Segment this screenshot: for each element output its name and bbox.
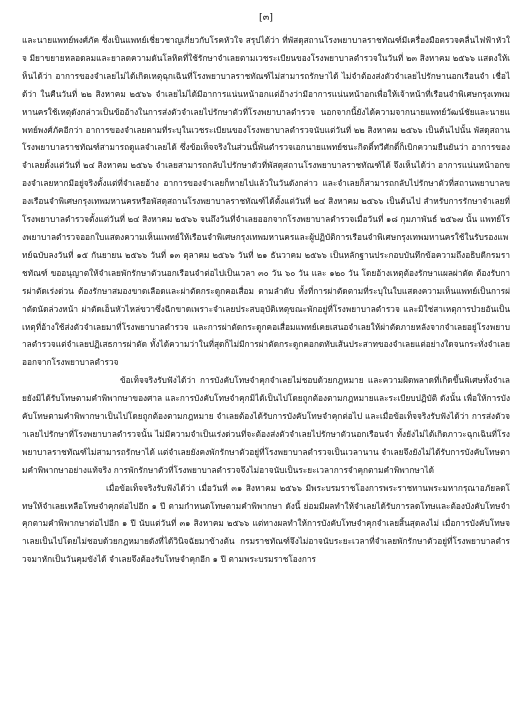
paragraph-1: และนายแพทย์พงศ์ภัค ซึ่งเป็นแพทย์เชี่ยวชาญเกี่ยวกับโรคหัวใจ สรุปได้ว่า ที่พัสดุสถานโรงพยาบาลราชทัณฑ์มีเครื่องมือตรวจคลื่นไฟฟ้าหัวใจ มียาขยายหลอดลมและยาลดความดันโลหิตที่ใช้รักษาจำเลยตามเวชระเบียนของโรงพยาบาลตำรวจในวันที่ ๒๓ สิงหาคม ๒๕๖๖ แสดงให้เห็นได้ว่า อาการของจำเลยไม่ได้เกิดเหตุฉุกเฉินที่โรงพยาบาลราชทัณฑ์ไม่สามารถรักษาได้ ไม่จำต้องส่งตัวจำเลยไปรักษานอกเรือนจำ เชื่อได้ว่า ในคืนวันที่ ๒๒ สิงหาคม ๒๕๖๖ จำเลยไม่ได้มีอาการแน่นหน้าอกแต่อ้างว่ามีอาการแน่นหน้าอกเพื่อให้เจ้าหน้าที่เรือนจำพิเศษกรุงเทพมหานครใช้เหตุดังกล่าวเป็นข้ออ้างในการส่งตัวจำเลยไปรักษาตัวที่โรงพยาบาลตำรวจ นอกจากนี้ยังได้ความจากนายแพทย์วัฒน์ชัยและนายแพทย์พงศ์ภัคอีกว่า อาการของจำเลยตามที่ระบุในเวชระเบียนของโรงพยาบาลตำรวจนับแต่วันที่ ๒๒ สิงหาคม ๒๕๖๖ เป็นต้นไปนั้น พัสดุสถานโรงพยาบาลราชทัณฑ์สามารถดูแลจำเลยได้ ซึ่งข้อเท็จจริงในส่วนนี้พันตำรวจเอกนายแพทย์ชนะกิตติ์ทวีศักดิ์ก็เบิกความยืนยันว่า อาการของจำเลยตั้งแต่วันที่ ๒๔ สิงหาคม ๒๕๖๖ จำเลยสามารถกลับไปรักษาตัวที่พัสดุสถานโรงพยาบาลราชทัณฑ์ได้ จึงเห็นได้ว่า อาการแน่นหน้าอกของจำเลยหากมีอยู่จริงตั้งแต่ที่จำเลยอ้าง อาการของจำเลยก็หายไปแล้วในวันดังกล่าว และจำเลยก็สามารถกลับไปรักษาตัวที่สถานพยาบาลของเรือนจำพิเศษกรุงเทพมหานครหรือพัสดุสถานโรงพยาบาลราชทัณฑ์ได้ตั้งแต่วันที่ ๒๔ สิงหาคม ๒๕๖๖ เป็นต้นไป สำหรับการรักษาจำเลยที่โรงพยาบาลตำรวจตั้งแต่วันที่ ๒๔ สิงหาคม ๒๕๖๖ จนถึงวันที่จำเลยออกจากโรงพยาบาลตำรวจเมื่อวันที่ ๑๘ กุมภาพันธ์ ๒๕๖๗ นั้น แพทย์โรงพยาบาลตำรวจออกใบแสดงความเห็นแพทย์ให้เรือนจำพิเศษกรุงเทพมหานครและผู้ปฏิบัติการเรือนจำพิเศษกรุงเทพมหานครใช้ในรับรองแพทย์ฉบับลงวันที่ ๑๕ กันยายน ๒๕๖๖ วันที่ ๑๓ ตุลาคม ๒๕๖๖ วันที่ ๒๑ ธันวาคม ๒๕๖๖ เป็นหลักฐานประกอบบันทึกข้อความถึงอธิบดีกรมราชทัณฑ์ ขออนุญาตให้จำเลยพักรักษาตัวนอกเรือนจำต่อไปเป็นเวลา ๓๐ วัน ๖๐ วัน และ ๑๒๐ วัน โดยอ้างเหตุต้องรักษาแผลผ่าตัด ต้องรับการผ่าตัดเร่งด่วน ต้องรักษาสมองขาดเลือดและผ่าตัดกระดูกคอเสื่อม ตามลำดับ ทั้งที่การผ่าตัดตามที่ระบุในใบแสดงความเห็นแพทย์เป็นการผ่าตัดนัดล่วงหน้า ผ่าตัดเอ็นหัวไหล่ขวาซึ่งฉีกขาดเพราะจำเลยประสบอุบัติเหตุขณะพักอยู่ที่โรงพยาบาลตำรวจ และมิใช่สาเหตุการป่วยอันเป็นเหตุที่อ้างใช้ส่งตัวจำเลยมาที่โรงพยาบาลตำรวจ และการผ่าตัดกระดูกคอเสื่อมแพทย์เคยเสนอจำเลยให้ผ่าตัดภายหลังจากจำเลยอยู่โรงพยาบาลตำรวจแต่จำเลยปฏิเสธการผ่าตัด ทั้งได้ความว่าในที่สุดก็ไม่มีการผ่าตัดกระดูกคอกดทับเส้นประสาทของจำเลยแต่อย่างใดจนกระทั่งจำเลยออกจากโรงพยาบาลตำรวจ <box>22 35 510 368</box>
paragraph-2: ข้อเท็จจริงรับฟังได้ว่า การบังคับโทษจำคุกจำเลยไม่ชอบด้วยกฎหมาย และความผิดพลาดที่เกิดขึ้นพิเศษทั้งจำเลยยังมิได้รับโทษตามคำพิพากษาของศาล และการบังคับโทษจำคุกมิได้เป็นไปโดยถูกต้องตามกฎหมายและระเบียบปฏิบัติ ดังนั้น เพื่อให้การบังคับโทษตามคำพิพากษาเป็นไปโดยถูกต้องตามกฎหมาย จำเลยต้องได้รับการบังคับโทษจำคุกต่อไป และเมื่อข้อเท็จจริงรับฟังได้ว่า การส่งตัวจำเลยไปรักษาที่โรงพยาบาลตำรวจนั้น ไม่มีความจำเป็นเร่งด่วนที่จะต้องส่งตัวจำเลยไปรักษาตัวนอกเรือนจำ ทั้งยังไม่ได้เกิดภาวะฉุกเฉินที่โรงพยาบาลราชทัณฑ์ไม่สามารถรักษาได้ แต่จำเลยยังคงพักรักษาตัวอยู่ที่โรงพยาบาลตำรวจเป็นเวลานาน จำเลยจึงยังไม่ได้รับการบังคับโทษตามคำพิพากษาอย่างแท้จริง การพักรักษาตัวที่โรงพยาบาลตำรวจจึงไม่อาจนับเป็นระยะเวลาการจำคุกตามคำพิพากษาได้ <box>22 375 510 475</box>
page-number: [๓] <box>259 12 273 23</box>
paragraph-3: เมื่อข้อเท็จจริงรับฟังได้ว่า เมื่อวันที่ ๓๑ สิงหาคม ๒๕๖๖ มีพระบรมราชโองการพระราชทานพระมหากรุณาอภัยลดโทษให้จำเลยเหลือโทษจำคุกต่อไปอีก ๑ ปี ตามกำหนดโทษตามคำพิพากษา ดังนี้ ย่อมมีผลทำให้จำเลยได้รับการลดโทษและต้องบังคับโทษจำคุกตามคำพิพากษาต่อไปอีก ๑ ปี นับแต่วันที่ ๓๑ สิงหาคม ๒๕๖๖ แต่ทางผลทำให้การบังคับโทษจำคุกจำเลยสิ้นสุดลงไม่ เมื่อการบังคับโทษจำเลยเป็นไปโดยไม่ชอบด้วยกฎหมายดังที่ได้วินิจฉัยมาข้างต้น กรมราชทัณฑ์จึงไม่อาจนับระยะเวลาที่จำเลยพักรักษาตัวอยู่ที่โรงพยาบาลตำรวจมาหักเป็นวันคุมขังได้ จำเลยจึงต้องรับโทษจำคุกอีก ๑ ปี ตามพระบรมราชโองการ <box>22 482 510 565</box>
document-body <box>22 32 510 662</box>
